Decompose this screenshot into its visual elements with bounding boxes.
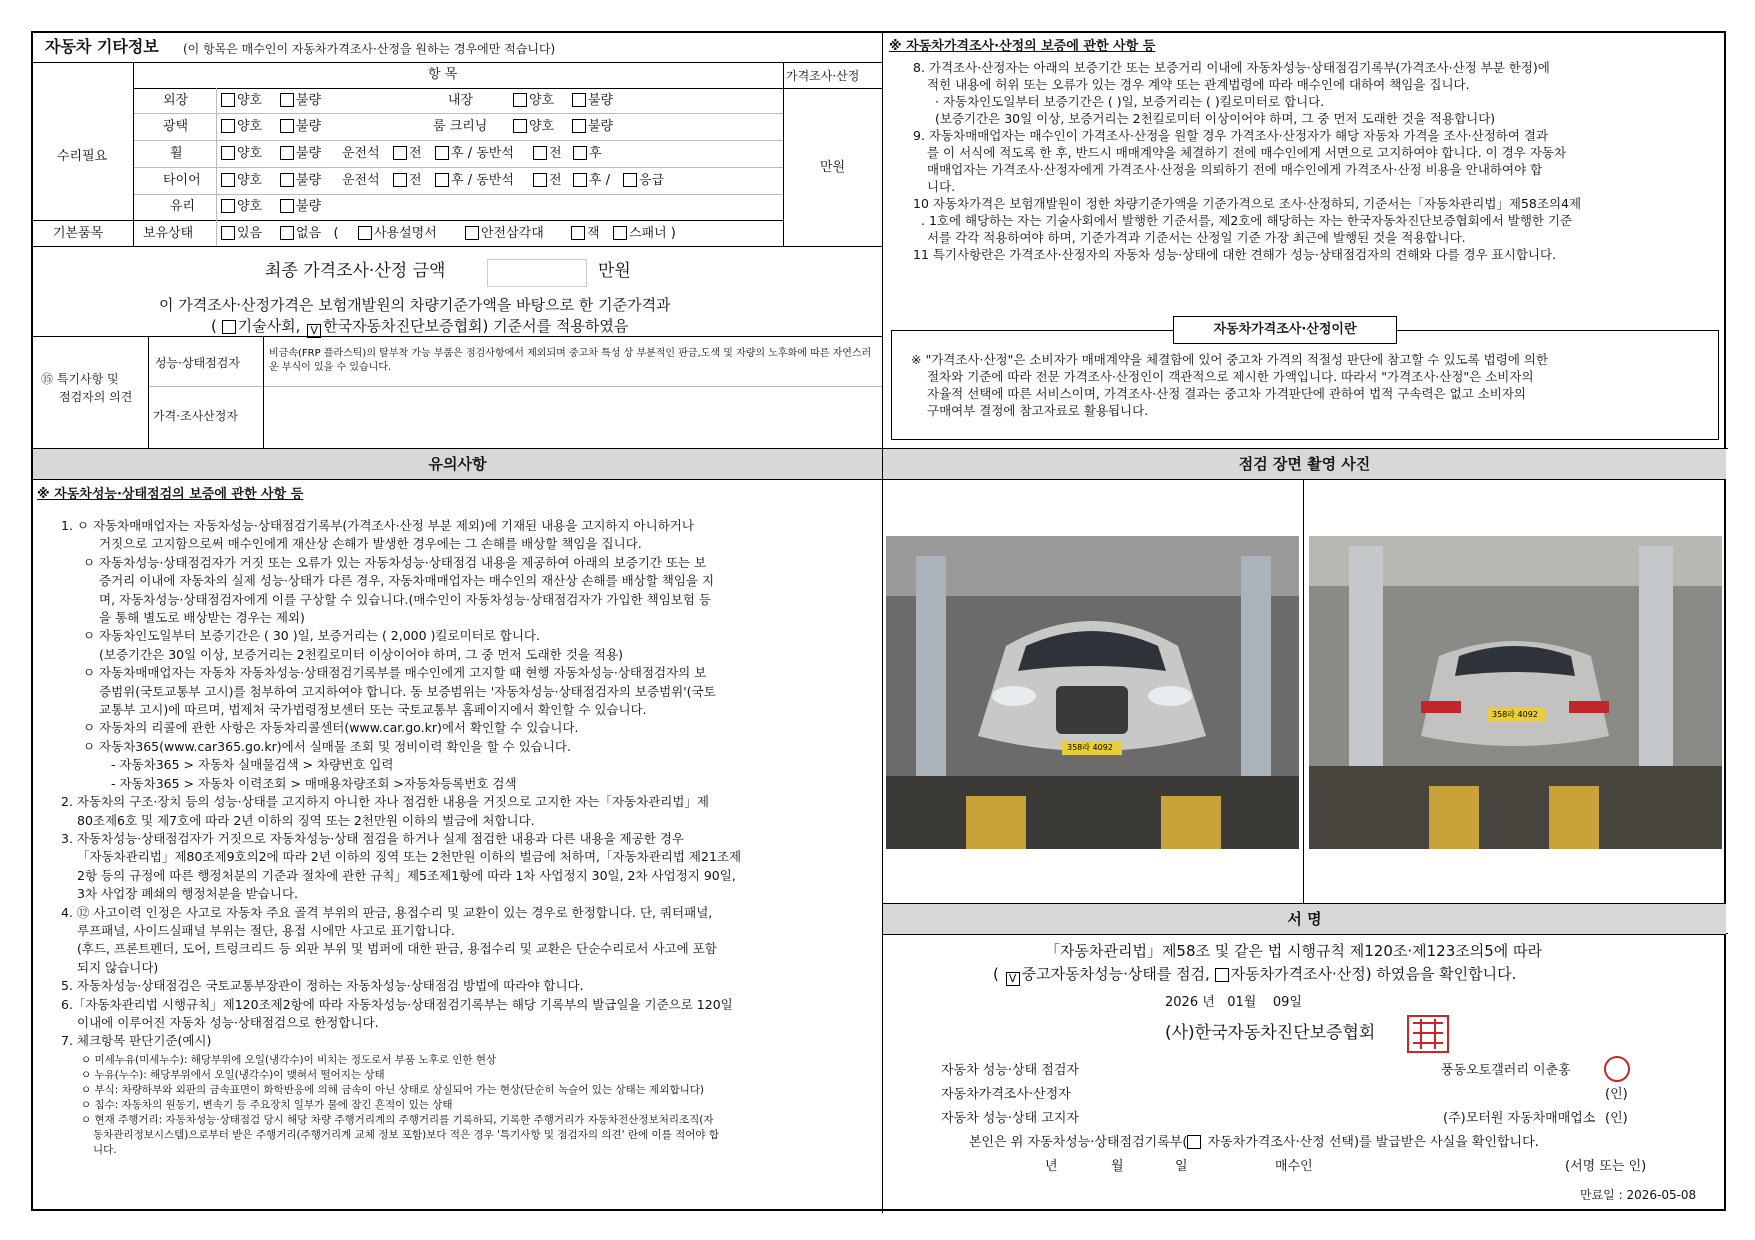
checkbox[interactable] — [513, 93, 527, 107]
checkbox[interactable] — [280, 226, 294, 240]
grid-line — [263, 336, 264, 448]
center-divider — [882, 33, 883, 1213]
checkbox[interactable] — [221, 146, 235, 160]
wheel-bad-option[interactable]: 불량 — [280, 146, 321, 162]
notifier-label: 자동차 성능·상태 고지자 — [941, 1111, 1079, 1126]
notes-criteria — [81, 1053, 881, 1158]
note-line: 교통부 고시)에 따르며, 법제처 국가법령정보센터 또는 국토교통부 홈페이지에서 확인할 수 있습니다. — [99, 702, 647, 718]
glass-bad-option[interactable]: 불량 — [280, 199, 321, 215]
checkbox[interactable] — [572, 119, 586, 133]
notes-bar: 유의사항 — [33, 449, 882, 480]
kaa-checkbox[interactable]: V — [307, 324, 321, 338]
rear-car-illustration — [1309, 536, 1722, 849]
price-definition-title: 자동차가격조사·산정이란 — [1173, 316, 1397, 344]
row-gloss: 광택 — [163, 119, 189, 134]
checkbox[interactable] — [280, 119, 294, 133]
price-inspector-seal: (인) — [1605, 1087, 1628, 1102]
criteria-line: ㅇ 부식: 차량하부와 외판의 금속표면이 화학반응에 의해 금속이 아닌 상태로 상실되어 가는 현상(단순히 녹슬어 있는 상태는 제외합니다) — [81, 1084, 704, 1096]
front-plate: 358라 4092 — [1067, 743, 1113, 752]
own-manual-option[interactable]: 사용설명서 — [358, 226, 437, 242]
note-line: - 자동차365 > 자동차 실매물검색 > 차량번호 입력 — [111, 757, 394, 773]
tire-driver-label: 운전석 — [342, 173, 380, 188]
notifier-seal: (인) — [1605, 1111, 1628, 1126]
grid-line — [133, 63, 134, 246]
checkbox[interactable] — [280, 93, 294, 107]
buyer-price-checkbox[interactable] — [1187, 1135, 1201, 1149]
checkbox[interactable] — [280, 146, 294, 160]
note-line: 증거리 이내에 자동차의 실제 성능·상태가 다른 경우, 자동차매매업자는 매수인의 재산상 손해를 배상할 책임을 지 — [99, 573, 715, 589]
p11-line: 11 특기사항란은 가격조사·산정자의 자동차 성능·상태에 대한 견해가 성능·상태점검자의 견해와 다를 경우 표시합니다. — [913, 247, 1557, 262]
sign-bar: 서 명 — [883, 903, 1726, 935]
note-line: 6.「자동차관리법 시행규칙」제120조제2항에 따라 자동차성능·상태점검기록부는 해당 기록부의 발급일을 기준으로 120일 — [61, 996, 733, 1012]
inspector-label: 자동차 성능·상태 점검자 — [941, 1063, 1079, 1078]
price-inspector-label: 가격·조사산정자 — [153, 409, 238, 423]
note-line: ㅇ 자동차365(www.car365.go.kr)에서 실매물 조회 및 정비이력 확인을 할 수 있습니다. — [83, 738, 571, 754]
own-triangle-option[interactable]: 안전삼각대 — [465, 226, 544, 242]
note-line: 거짓으로 고지함으로써 매수인에게 재산상 손해가 발생한 경우에는 그 손해를 배상할 책임을 집니다. — [99, 536, 642, 552]
note-line: 80조제6호 및 제7호에 따라 2년 이하의 징역 또는 2천만원 이하의 벌금에 처합니다. — [77, 812, 535, 828]
final-price-unit: 만원 — [598, 261, 631, 281]
wheel-driver-label: 운전석 — [342, 146, 380, 161]
tire-emergency[interactable]: 응급 — [623, 173, 664, 189]
row-interior: 내장 — [448, 93, 474, 108]
note-line: 2항 등의 규정에 따른 행정처분의 기준과 절차에 관한 규칙」제5조제1항에 따라 1차 사업정지 30일, 2차 사업정지 90일, — [77, 867, 736, 883]
special-label-2: 점검자의 의견 — [59, 390, 133, 404]
p9-line: 9. 자동차매매업자는 매수인이 가격조사·산정을 원할 경우 가격조사·산정자가 해당 자동차 가격을 조사·산정하여 결과 — [913, 128, 1549, 143]
row-tire: 타이어 — [163, 173, 201, 188]
note-line: 「자동차관리법」제80조제9호의2에 따라 2년 이하의 징역 또는 2천만원 이하의 벌금에 처하며,「자동차관리법 제21조제 — [77, 849, 742, 865]
price-warranty-body — [913, 59, 1723, 263]
checkbox[interactable] — [623, 173, 637, 187]
wheel-passenger-rear[interactable]: 후 — [573, 146, 602, 162]
grid-line — [133, 167, 783, 168]
exterior-bad-option[interactable]: 불량 — [280, 93, 321, 109]
col-price-header: 가격조사·산정 — [786, 69, 860, 83]
glass-good-option[interactable]: 양호 — [221, 199, 262, 215]
checkbox[interactable] — [533, 173, 547, 187]
note-line: 며, 자동차성능·상태점검자에게 이를 구상할 수 있습니다.(매수인이 자동차성능·상태점검자가 가입한 책임보험 등 — [99, 591, 711, 607]
checkbox[interactable] — [465, 226, 479, 240]
buyer-signature-field[interactable]: (서명 또는 인) — [1565, 1159, 1647, 1174]
association-seal-icon — [1407, 1015, 1449, 1053]
tire-passenger-rear[interactable]: 후 / — [573, 173, 610, 189]
note-line: 1. ㅇ 자동차매매업자는 자동차성능·상태점검기록부(가격조사·산정 부분 제외)에 기재된 내용을 고지하지 아니하거나 — [61, 518, 694, 533]
sign-date: 2026 년 01월 09일 — [1165, 995, 1302, 1010]
buyer-year: 년 — [1045, 1159, 1058, 1174]
used-car-inspection-checkbox[interactable]: V — [1006, 972, 1020, 986]
perf-inspector-note: 비금속(FRP 플라스틱)의 탈부착 가능 부품은 점검사항에서 제외되며 중고차 특성 상 부분적인 판금,도색 및 자량의 노후화에 따른 자연스러운 부식이 있을 수 있습니다. — [269, 348, 872, 373]
checkbox[interactable] — [533, 146, 547, 160]
buyer-label: 매수인 — [1275, 1159, 1313, 1174]
grid-line — [133, 140, 783, 141]
own-none-option[interactable]: 없음 ( — [280, 226, 339, 242]
own-jack-option[interactable]: 잭 — [571, 226, 600, 242]
tire-good-option[interactable]: 양호 — [221, 173, 262, 189]
front-car-illustration — [886, 536, 1299, 849]
note-line: 이내에 이루어진 자동차 성능·상태점검으로 한정합니다. — [77, 1014, 379, 1030]
tire-driver-rear[interactable]: 후 / 동반석 — [435, 173, 514, 189]
gloss-good-option[interactable]: 양호 — [221, 119, 262, 135]
criteria-line: ㅇ 누유(누수): 해당부위에서 오일(냉각수)이 맺혀서 떨어지는 상태 — [81, 1069, 385, 1081]
row-own-status: 보유상태 — [143, 226, 194, 241]
notifier-value: (주)모터원 자동차매매업소 — [1443, 1111, 1596, 1126]
note-line: 루프패널, 사이드실패널 부위는 절단, 용접 시에만 사고로 표기합니다. — [77, 922, 455, 938]
note-line: (보증기간은 30일 이상, 보증거리는 2천킬로미터 이상이어야 하며, 그 중 먼저 도래한 것을 적용) — [99, 646, 623, 662]
p8-line: 8. 가격조사·산정자는 아래의 보증기간 또는 보증거리 이내에 자동차성능·상태점검기록부(가격조사·산정 부분 한정)에 — [913, 60, 1550, 75]
inspection-record-page — [31, 31, 1726, 1211]
grid-line — [133, 194, 783, 195]
group-basic: 기본품목 — [53, 226, 104, 241]
checkbox[interactable] — [221, 226, 235, 240]
note-line: 5. 자동차성능·상태점검은 국토교통부장관이 정하는 자동차성능·상태점검 방법에 따라야 합니다. — [61, 978, 584, 994]
note-line: ㅇ 자동차인도일부터 보증기간은 ( 30 )일, 보증거리는 ( 2,000 )킬로미터로 합니다. — [83, 628, 540, 644]
note-line: ㅇ 자동차매매업자는 자동차 자동차성능·상태점검기록부를 매수인에게 고지할 때 현행 자동차성능·상태점검자의 보 — [83, 665, 707, 681]
definition-line: ※ "가격조사·산정"은 소비자가 매매계약을 체결함에 있어 중고차 가격의 적절성 판단에 참고할 수 있도록 법령에 의한 — [911, 352, 1549, 367]
col-item-header: 항 목 — [428, 67, 458, 82]
grid-line — [216, 88, 217, 246]
criteria-line: ㅇ 침수: 자동차의 원동기, 변속기 등 주요장치 일부가 물에 잠긴 흔적이 있는 상태 — [81, 1099, 453, 1111]
checkbox[interactable] — [221, 119, 235, 133]
buyer-day: 일 — [1175, 1159, 1188, 1174]
note-line: 증범위(국토교통부 고시)를 첨부하여 고지하여야 합니다. 동 보증범위는 '자동차성능·상태점검자의 보증범위'(국토 — [99, 683, 716, 699]
checkbox[interactable] — [221, 199, 235, 213]
p8-line: 적힌 내용에 허위 또는 오류가 있는 경우 계약 또는 관계법령에 따라 매수인에 대하여 책임을 집니다. — [927, 77, 1470, 92]
info-title: 자동차 기타정보 — [45, 37, 159, 56]
interior-bad-option[interactable]: 불량 — [572, 93, 613, 109]
checkbox[interactable] — [435, 146, 449, 160]
note-line: 되지 않습니다) — [77, 959, 159, 975]
checkbox[interactable] — [358, 226, 372, 240]
row-room-cleaning: 룸 크리닝 — [433, 119, 488, 134]
rear-plate: 358라 4092 — [1492, 710, 1538, 719]
final-price-label: 최종 가격조사·산정 금액 — [265, 261, 446, 281]
interior-good-option[interactable]: 양호 — [513, 93, 554, 109]
price-warranty-heading: ※ 자동차가격조사·산정의 보증에 관한 사항 등 — [889, 39, 1156, 54]
p9-line: 를 이 서식에 적도록 한 후, 반드시 매매계약을 체결하기 전에 매수인에게 서면으로 고지하여야 합니다. 이 경우 자동차 — [927, 145, 1567, 160]
sign-law-confirm: ( V 중고자동차성능·상태를 점검, 자동차가격조사·산정) 하였음을 확인합니다. — [993, 965, 1517, 985]
checkbox[interactable] — [572, 93, 586, 107]
note-line: ㅇ 자동차의 리콜에 관한 사항은 자동차리콜센터(www.car.go.kr)에서 확인할 수 있습니다. — [83, 720, 579, 736]
front-car-photo — [886, 536, 1299, 849]
criteria-line: ㅇ 미세누유(미세누수): 해당부위에 오일(냉각수)이 비치는 정도로서 부품 노후로 인한 현상 — [81, 1054, 497, 1066]
price-inspector-sign-label: 자동차가격조사·산정자 — [941, 1087, 1071, 1102]
rear-car-photo — [1309, 536, 1722, 849]
p8-line: (보증기간은 30일 이상, 보증거리는 2천킬로미터 이상이어야 하며, 그 중 먼저 도래한 것을 적용합니다) — [935, 111, 1496, 126]
note-line: ㅇ 자동차성능·상태점검자가 거짓 또는 오류가 있는 자동차성능·상태점검 내용을 제공하여 아래의 보증기간 또는 보 — [83, 554, 707, 570]
checkbox[interactable] — [571, 226, 585, 240]
note-line: - 자동차365 > 자동차 이력조회 > 매매용차량조회 >자동차등록번호 검색 — [111, 775, 517, 791]
grid-line — [148, 386, 882, 387]
grid-line — [148, 336, 149, 448]
checkbox[interactable] — [280, 173, 294, 187]
note-line: 3차 사업장 폐쇄의 행정처분을 받습니다. — [77, 886, 299, 902]
unit-won: 만원 — [820, 160, 846, 175]
buyer-confirm: 본인은 위 자동차성능·상태점검기록부( 자동차가격조사·산정 선택)를 발급받은 사실을 확인합니다. — [969, 1135, 1539, 1150]
checkbox[interactable] — [221, 173, 235, 187]
wheel-driver-rear[interactable]: 후 / 동반석 — [435, 146, 514, 162]
row-wheel: 휠 — [170, 146, 183, 161]
wheel-passenger-front[interactable]: 전 — [533, 146, 562, 162]
own-spanner-option[interactable]: 스패너 ) — [613, 226, 676, 242]
row-exterior: 외장 — [163, 93, 189, 108]
basis-line2: ( 기술사회, V 한국자동차진단보증협회) 기준서를 적용하였음 — [211, 317, 629, 337]
room-bad-option[interactable]: 불량 — [572, 119, 613, 135]
photos-bar: 점검 장면 촬영 사진 — [883, 449, 1726, 480]
tire-passenger-front[interactable]: 전 — [533, 173, 562, 189]
definition-line: 구매여부 결정에 참고자료로 활용됩니다. — [927, 403, 1149, 418]
room-good-option[interactable]: 양호 — [513, 119, 554, 135]
checkbox[interactable] — [393, 173, 407, 187]
tire-bad-option[interactable]: 불량 — [280, 173, 321, 189]
checkbox[interactable] — [280, 199, 294, 213]
photo-divider — [1303, 479, 1304, 934]
special-label-1: ⑮ 특기사항 및 — [41, 372, 119, 386]
tire-driver-front[interactable]: 전 — [393, 173, 422, 189]
grid-line — [33, 246, 882, 247]
sign-law-line: 「자동차관리법」제58조 및 같은 법 시행규칙 제120조·제123조의5에 따라 — [1045, 942, 1543, 960]
expiry-date: 만료일 : 2026-05-08 — [1580, 1188, 1697, 1202]
price-inspection-checkbox[interactable] — [1215, 968, 1229, 982]
note-line: 2. 자동차의 구조·장치 등의 성능·상태를 고지하지 아니한 자나 점검한 내용을 거짓으로 고지한 자는「자동차관리법」제 — [61, 794, 710, 810]
p10-line: 10 자동차가격은 보험개발원이 정한 차량기준가액을 기준가격으로 조사·산정하되, 기준서는「자동차관리법」제58조의4제 — [913, 196, 1582, 211]
p10-line: 서를 각각 적용하여야 하며, 기준가격과 기준서는 산정일 기준 가장 최근에 발행된 것을 적용합니다. — [927, 230, 1466, 245]
checkbox[interactable] — [513, 119, 527, 133]
checkbox[interactable] — [573, 146, 587, 160]
checkbox[interactable] — [613, 226, 627, 240]
p10-line: . 1호에 해당하는 자는 기술사회에서 발행한 기준서를, 제2호에 해당하는 자는 한국자동차진단보증협회에서 발행한 기준 — [921, 213, 1573, 228]
own-have-option[interactable]: 있음 — [221, 226, 262, 242]
tech-society-checkbox[interactable] — [222, 320, 236, 334]
buyer-month: 월 — [1111, 1159, 1124, 1174]
note-line: 3. 자동차성능·상태점검자가 거짓으로 자동차성능·상태 점검을 하거나 실제 점검한 내용과 다른 내용을 제공한 경우 — [61, 830, 685, 846]
note-line: 7. 체크항목 판단기준(예시) — [61, 1033, 212, 1049]
p8-line: · 자동차인도일부터 보증기간은 ( )일, 보증거리는 ( )킬로미터로 합니다. — [935, 94, 1325, 109]
p9-line: 매매업자는 가격조사·산정자에게 가격조사·산정을 의뢰하기 전에 매수인에게 가격조사·산정 비용을 안내하여야 합 — [927, 162, 1543, 177]
wheel-good-option[interactable]: 양호 — [221, 146, 262, 162]
notes-body — [61, 517, 879, 1051]
perf-inspector-label: 성능·상태점검자 — [155, 356, 240, 370]
info-header — [33, 33, 882, 63]
checkbox[interactable] — [221, 93, 235, 107]
row-glass: 유리 — [170, 199, 196, 214]
note-line: 을 통해 별도로 배상받는 경우는 제외) — [99, 610, 305, 626]
final-price-input[interactable] — [487, 259, 587, 287]
checkbox[interactable] — [435, 173, 449, 187]
grid-line — [133, 88, 882, 89]
criteria-line: 동차관리정보시스템)으로부터 받은 주행거리(주행거리계 교체 정보 포함)보다 적은 경우 '특기사항 및 점검자의 의견' 란에 이를 적어야 합 — [93, 1129, 719, 1141]
grid-line — [783, 63, 784, 246]
checkbox[interactable] — [393, 146, 407, 160]
criteria-line: ㅇ 현재 주행거리: 자동차성능·상태점검 당시 해당 차량 주행거리계의 주행거리를 기록하되, 기록한 주행거리가 자동차전산정보처리조직(자 — [81, 1114, 714, 1126]
inspector-value: 풍동오토갤러리 이춘홍 — [1441, 1063, 1571, 1078]
group-repair: 수리필요 — [57, 149, 108, 164]
info-subtitle: (이 항목은 매수인이 자동차가격조사·산정을 원하는 경우에만 적습니다) — [183, 42, 556, 56]
p9-line: 니다. — [927, 179, 956, 194]
gloss-bad-option[interactable]: 불량 — [280, 119, 321, 135]
notes-heading: ※ 자동차성능·상태점검의 보증에 관한 사항 등 — [37, 487, 304, 502]
note-line: (후드, 프론트펜더, 도어, 트렁크리드 등 외판 부위 및 범퍼에 대한 판금, 용접수리 및 교환은 단순수리로서 사고에 포함 — [77, 941, 717, 957]
wheel-driver-front[interactable]: 전 — [393, 146, 422, 162]
price-definition-text — [911, 351, 1716, 419]
exterior-good-option[interactable]: 양호 — [221, 93, 262, 109]
checkbox[interactable] — [573, 173, 587, 187]
note-line: 4. ⑫ 사고이력 인정은 사고로 자동차 주요 골격 부위의 판금, 용접수리 및 교환이 있는 경우로 한정합니다. 단, 쿼터패널, — [61, 904, 713, 920]
criteria-line: 니다. — [93, 1144, 117, 1156]
definition-line: 절차와 기준에 따라 전문 가격조사·산정인이 객관적으로 제시한 가액입니다. 따라서 "가격조사·산정"은 소비자의 — [927, 369, 1534, 384]
definition-line: 자율적 선택에 따른 서비스이며, 가격조사·산정 결과는 중고차 가격판단에 관하여 법적 구속력은 없고 소비자의 — [927, 386, 1527, 401]
sign-association: (사)한국자동차진단보증협회 — [1165, 1023, 1376, 1043]
inspector-seal-icon — [1604, 1056, 1630, 1082]
basis-line1: 이 가격조사·산정가격은 보험개발원의 차량기준가액을 바탕으로 한 기준가격과 — [159, 296, 671, 314]
grid-line — [33, 220, 783, 221]
grid-line — [133, 113, 783, 114]
